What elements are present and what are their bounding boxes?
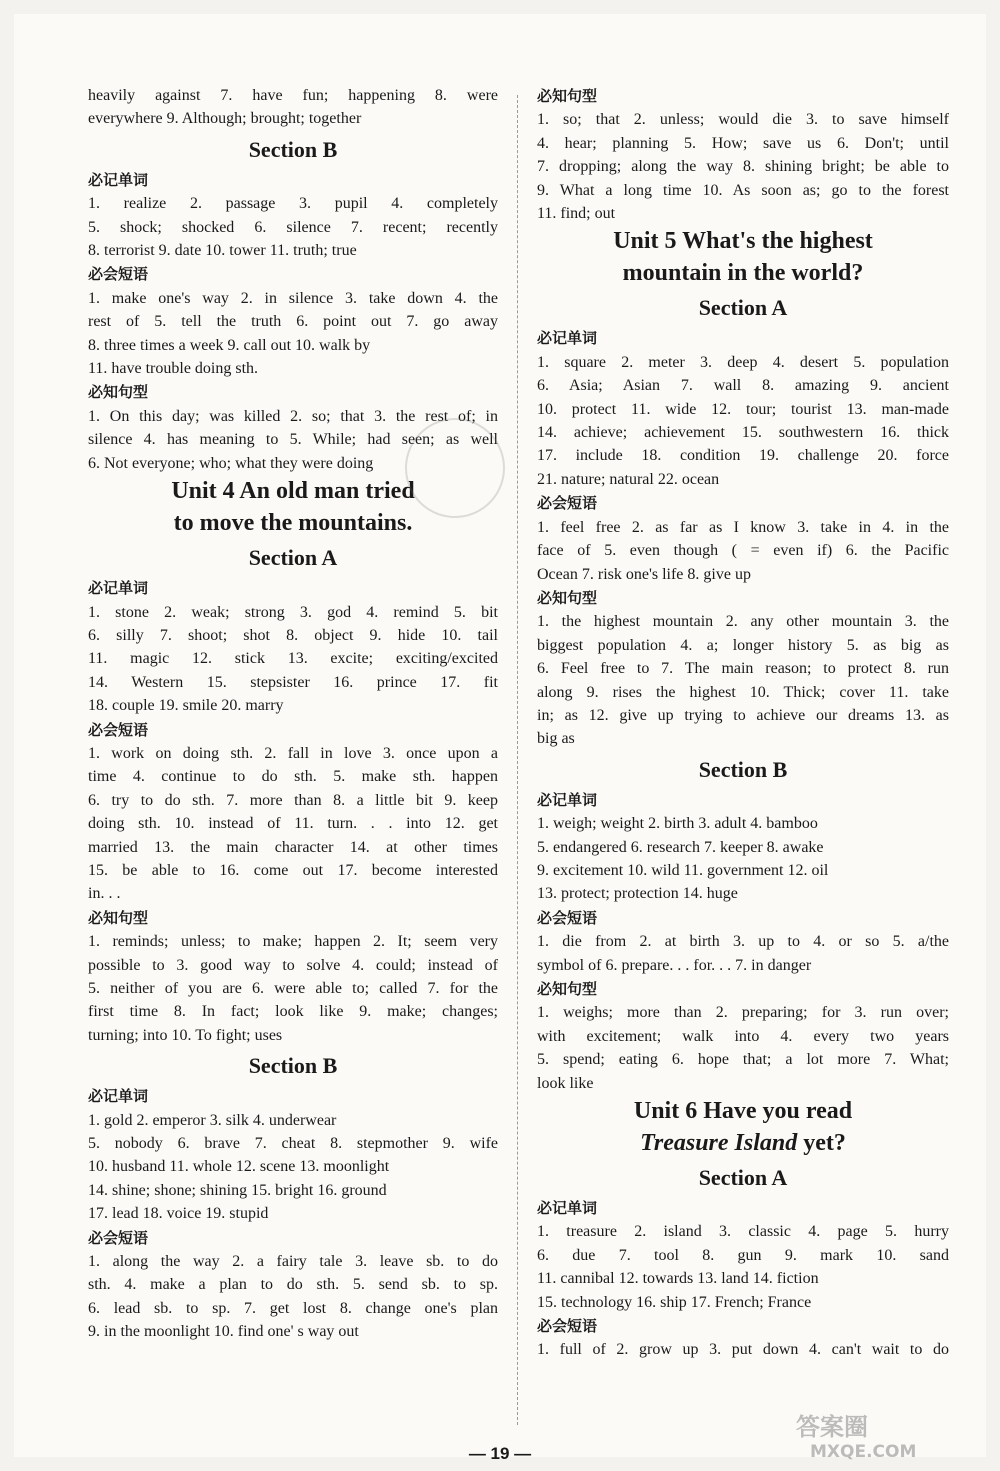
- category-label: 必会短语: [88, 265, 149, 284]
- answer-line: 1. along the way 2. a fairy tale 3. leave sb. to do: [88, 1253, 498, 1271]
- left-column: [88, 84, 498, 1344]
- answer-line: 6. try to do sth. 7. more than 8. a little bit 9. keep: [88, 791, 498, 809]
- answer-line: 14. achieve; achievement 15. southwestern 16. thick: [537, 424, 949, 442]
- answer-line: everywhere 9. Although; brought; together: [88, 110, 362, 128]
- section-heading: Section A: [698, 1165, 788, 1191]
- answer-line: doing sth. 10. instead of 11. turn. . . into 12. get: [88, 815, 498, 833]
- unit-heading-line: Treasure Island yet?: [640, 1130, 846, 1157]
- answer-line: 1. so; that 2. unless; would die 3. to save himself: [537, 111, 949, 129]
- answer-line: 1. square 2. meter 3. deep 4. desert 5. population: [537, 353, 949, 371]
- answer-line: 5. neither of you are 6. were able to; called 7. for the: [88, 980, 498, 997]
- section-heading: Section A: [248, 545, 338, 571]
- answer-line: 6. Not everyone; who; what they were doing: [88, 454, 374, 472]
- column-divider: [517, 95, 518, 1425]
- answer-line: 10. protect 11. wide 12. tour; tourist 13. man-made: [537, 400, 949, 418]
- answer-line: 11. find; out: [537, 205, 616, 223]
- answer-line: 10. husband 11. whole 12. scene 13. moonlight: [88, 1158, 390, 1176]
- answer-line: 1. stone 2. weak; strong 3. god 4. remind 5. bit: [88, 603, 498, 621]
- answer-line: 8. three times a week 9. call out 10. walk by: [88, 336, 371, 354]
- right-column: [537, 84, 949, 1362]
- answer-line: 1. work on doing sth. 2. fall in love 3. once upon a: [88, 744, 498, 762]
- unit-heading-line: mountain in the world?: [622, 260, 864, 287]
- watermark-brand: 答案圈: [796, 1413, 868, 1441]
- answer-line: 14. shine; shone; shining 15. bright 16. ground: [88, 1181, 387, 1199]
- category-label: 必知句型: [88, 908, 149, 927]
- category-label: 必记单词: [537, 1199, 598, 1218]
- category-label: 必记单词: [88, 579, 149, 598]
- answer-line: 1. gold 2. emperor 3. silk 4. underwear: [88, 1111, 337, 1129]
- unit-heading-line: Unit 6 Have you read: [633, 1098, 853, 1125]
- answer-line: 1. feel free 2. as far as I know 3. take in 4. in the: [537, 518, 949, 536]
- answer-line: 1. weigh; weight 2. birth 3. adult 4. bamboo: [537, 815, 818, 833]
- answer-line: 1. treasure 2. island 3. classic 4. page 5. hurry: [537, 1223, 949, 1241]
- category-label: 必记单词: [537, 329, 598, 348]
- category-label: 必知句型: [537, 87, 598, 105]
- answer-line: married 13. the main character 14. at other times: [88, 838, 498, 856]
- section-heading: Section A: [698, 295, 788, 321]
- category-label: 必会短语: [88, 720, 149, 739]
- answer-line: along 9. rises the highest 10. Thick; cover 11. take: [537, 683, 949, 701]
- answer-line: symbol of 6. prepare. . . for. . . 7. in danger: [537, 956, 812, 974]
- answer-line: with excitement; walk into 4. every two years: [537, 1027, 949, 1045]
- answer-line: 1. make one's way 2. in silence 3. take down 4. the: [88, 289, 498, 307]
- answer-line: biggest population 4. a; longer history 5. as big as: [537, 636, 949, 654]
- answer-line: rest of 5. tell the truth 6. point out 7. go away: [88, 313, 498, 331]
- unit-heading: [537, 1095, 949, 1159]
- answer-line: 9. excitement 10. wild 11. government 12. oil: [537, 861, 829, 879]
- watermark-site: MXQE.COM: [810, 1442, 917, 1461]
- answer-line: 1. On this day; was killed 2. so; that 3. the rest of; in: [88, 407, 498, 425]
- page-number: — 19 —: [468, 1444, 532, 1463]
- category-label: 必记单词: [537, 790, 598, 809]
- answer-line: 11. cannibal 12. towards 13. land 14. fiction: [537, 1270, 819, 1288]
- category-label: 必会短语: [537, 1317, 598, 1336]
- answer-line: 9. in the moonlight 10. find one' s way out: [88, 1323, 359, 1341]
- answer-line: 21. nature; natural 22. ocean: [537, 470, 720, 488]
- answer-line: 15. technology 16. ship 17. French; France: [537, 1293, 812, 1311]
- answer-line: 5. nobody 6. brave 7. cheat 8. stepmother 9. wife: [88, 1135, 498, 1153]
- answer-line: sth. 4. make a plan to do sth. 5. send sb. to sp.: [88, 1276, 498, 1294]
- answer-line: 1. weighs; more than 2. preparing; for 3. run over;: [537, 1004, 949, 1022]
- category-label: 必会短语: [537, 908, 598, 927]
- answer-line: 13. protect; protection 14. huge: [537, 885, 738, 903]
- unit-heading: [537, 225, 949, 289]
- answer-line: 8. terrorist 9. date 10. tower 11. truth; true: [88, 242, 357, 260]
- answer-line: first time 8. In fact; look like 9. make; changes;: [88, 1003, 498, 1021]
- answer-line: 9. What a long time 10. As soon as; go to the forest: [537, 181, 949, 199]
- answer-line: in. . .: [88, 885, 121, 903]
- answer-line: 17. lead 18. voice 19. stupid: [88, 1205, 269, 1223]
- answer-line: possible to 3. good way to solve 4. could; instead of: [88, 956, 498, 974]
- answer-line: 14. Western 15. stepsister 16. prince 17. fit: [88, 673, 498, 691]
- answer-line: 5. endangered 6. research 7. keeper 8. awake: [537, 838, 824, 856]
- unit-heading-line: Unit 4 An old man tried: [171, 478, 415, 505]
- answer-line: big as: [537, 730, 575, 748]
- answer-line: silence 4. has meaning to 5. While; had seen; as well: [88, 431, 498, 449]
- unit-heading-line: Unit 5 What's the highest: [613, 228, 873, 255]
- watermark-logo: [766, 1409, 976, 1461]
- answer-line: 11. magic 12. stick 13. excite; exciting/excited: [88, 650, 498, 668]
- answer-line: turning; into 10. To fight; uses: [88, 1026, 283, 1044]
- section-heading: Section B: [248, 136, 338, 162]
- category-label: 必知句型: [537, 980, 598, 998]
- answer-line: 5. spend; eating 6. hope that; a lot more 7. What;: [537, 1051, 949, 1069]
- answer-line: heavily against 7. have fun; happening 8. were: [88, 87, 498, 104]
- answer-line: 15. be able to 16. come out 17. become interested: [88, 861, 498, 879]
- answer-line: Ocean 7. risk one's life 8. give up: [537, 565, 751, 583]
- category-label: 必知句型: [537, 588, 598, 607]
- answer-line: 1. die from 2. at birth 3. up to 4. or so 5. a/the: [537, 933, 949, 951]
- category-label: 必记单词: [88, 1087, 149, 1106]
- category-label: 必会短语: [537, 494, 598, 513]
- answer-line: 11. have trouble doing sth.: [88, 360, 259, 378]
- answer-line: 6. lead sb. to sp. 7. get lost 8. change one's plan: [88, 1299, 498, 1317]
- answer-line: 17. include 18. condition 19. challenge 20. force: [537, 447, 949, 465]
- answer-line: 18. couple 19. smile 20. marry: [88, 697, 284, 715]
- answer-line: 6. Feel free to 7. The main reason; to protect 8. run: [537, 660, 949, 678]
- answer-line: 1. reminds; unless; to make; happen 2. It; seem very: [88, 933, 498, 951]
- answer-line: in; as 12. give up trying to achieve our dreams 13. as: [537, 706, 949, 724]
- unit-heading-line: to move the mountains.: [173, 510, 413, 537]
- answer-line: 1. full of 2. grow up 3. put down 4. can't wait to do: [537, 1341, 949, 1359]
- category-label: 必会短语: [88, 1228, 149, 1247]
- answer-line: time 4. continue to do sth. 5. make sth. happen: [88, 768, 498, 786]
- category-label: 必记单词: [88, 170, 149, 189]
- answer-line: look like: [537, 1074, 594, 1092]
- answer-line: 5. shock; shocked 6. silence 7. recent; recently: [88, 218, 498, 236]
- answer-line: 4. hear; planning 5. How; save us 6. Don't; until: [537, 134, 949, 152]
- category-label: 必知句型: [88, 383, 149, 402]
- answer-line: 6. silly 7. shoot; shot 8. object 9. hide 10. tail: [88, 626, 498, 644]
- answer-line: 1. the highest mountain 2. any other mountain 3. the: [537, 613, 949, 631]
- answer-line: 6. Asia; Asian 7. wall 8. amazing 9. ancient: [537, 377, 949, 395]
- answer-line: 1. realize 2. passage 3. pupil 4. completely: [88, 195, 498, 213]
- section-heading: Section B: [698, 756, 788, 782]
- answer-line: face of 5. even though ( = even if) 6. the Pacific: [537, 542, 949, 560]
- answer-line: 7. dropping; along the way 8. shining bright; be able to: [537, 158, 949, 176]
- answer-line: 6. due 7. tool 8. gun 9. mark 10. sand: [537, 1246, 949, 1264]
- section-heading: Section B: [248, 1053, 338, 1079]
